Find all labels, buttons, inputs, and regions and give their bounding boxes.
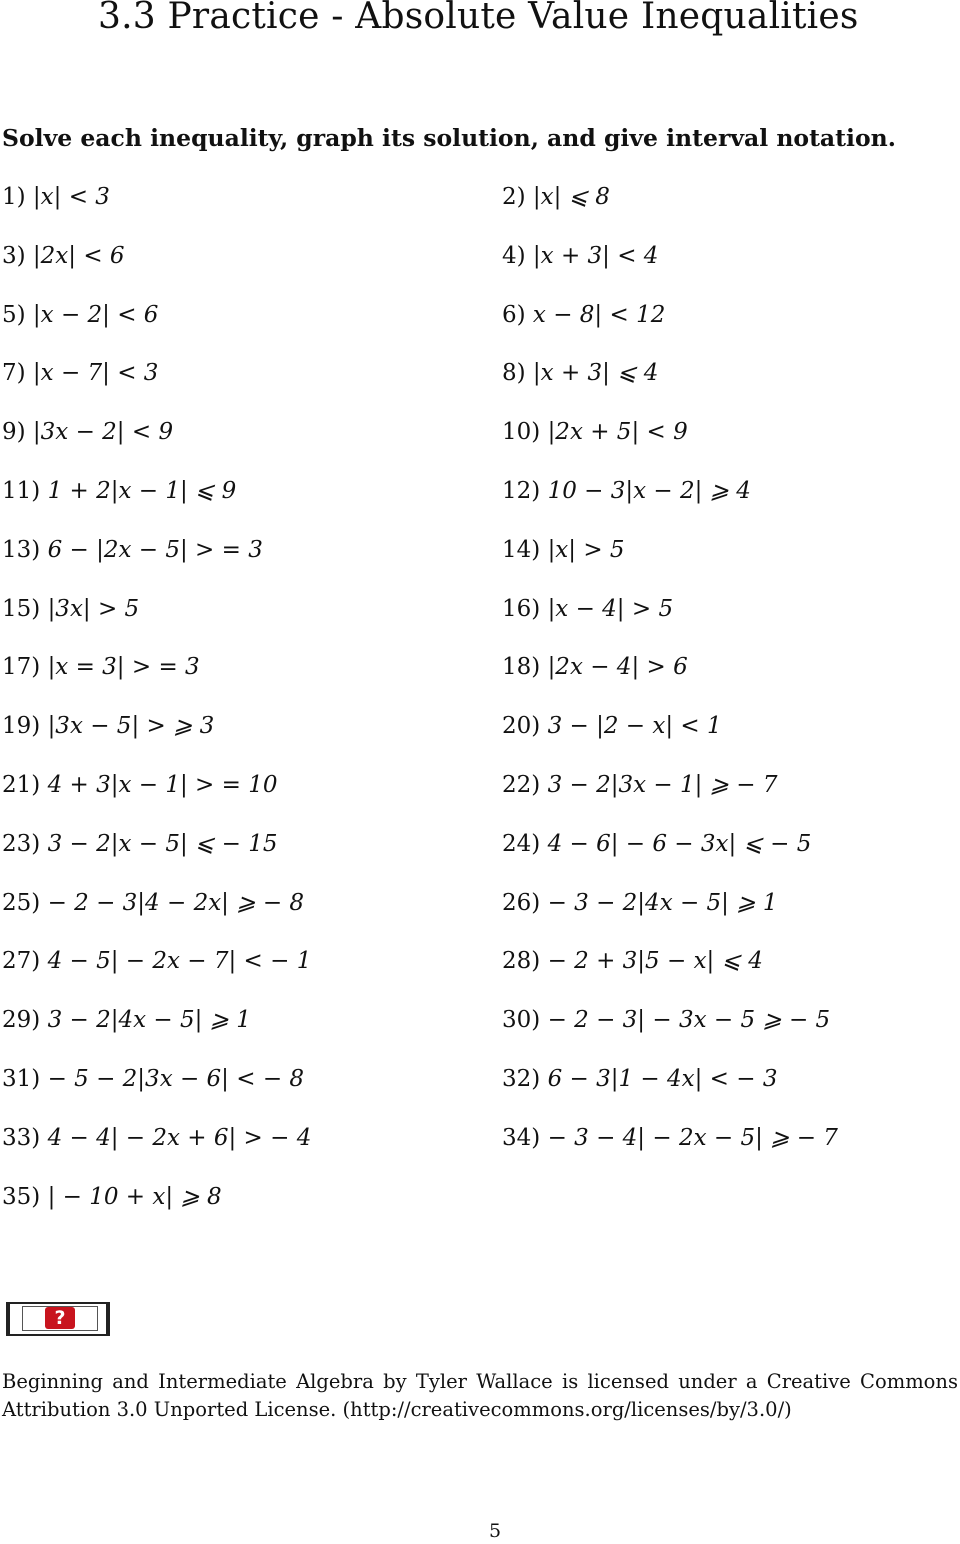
problem-item (2, 591, 502, 650)
problem-item (2, 355, 502, 414)
page-title: 3.3 Practice - Absolute Value Inequalities (98, 0, 859, 37)
problem-number: 33) (2, 1124, 41, 1151)
problem-expression: 3 − 2|x − 5| ⩽ − 15 (47, 830, 278, 857)
problem-number: 7) (2, 360, 26, 387)
problem-number: 11) (2, 477, 41, 504)
problem-number: 23) (2, 830, 41, 857)
problem-expression: 1 + 2|x − 1| ⩽ 9 (47, 477, 237, 504)
problem-item (502, 532, 942, 591)
problem-item (502, 297, 942, 356)
problem-number: 32) (502, 1065, 541, 1092)
problem-expression: 4 − 4| − 2x + 6| > − 4 (47, 1124, 312, 1151)
problem-number: 19) (2, 713, 41, 740)
problem-expression: |x − 7| < 3 (32, 360, 159, 387)
problem-number: 10) (502, 419, 541, 446)
license-line-1: Beginning and Intermediate Algebra by Tyler Wallace is licensed under a Creative Commons (2, 1370, 958, 1393)
problem-item (2, 1002, 502, 1061)
problem-number: 30) (502, 1007, 541, 1034)
problem-number: 12) (502, 477, 541, 504)
problem-number: 2) (502, 184, 526, 210)
problem-number: 26) (502, 889, 541, 916)
problem-expression: − 3 − 4| − 2x − 5| ⩾ − 7 (547, 1124, 838, 1151)
problem-expression: x − 8| < 12 (532, 301, 666, 328)
problem-number: 1) (2, 184, 26, 210)
problem-number: 21) (2, 771, 41, 798)
problem-number: 4) (502, 242, 526, 269)
problem-expression: |2x + 5| < 9 (547, 419, 688, 446)
problem-expression: |3x − 2| < 9 (32, 419, 174, 446)
problem-expression: 3 − |2 − x| < 1 (547, 713, 722, 740)
problem-item (2, 179, 502, 238)
problem-number: 27) (2, 948, 41, 975)
problem-number: 6) (502, 301, 526, 328)
problem-number: 5) (2, 301, 26, 328)
problem-item (502, 767, 942, 826)
problem-expression: |x − 4| > 5 (547, 595, 674, 622)
problem-number: 29) (2, 1007, 41, 1034)
problem-item (502, 591, 942, 650)
broken-image-icon (6, 1302, 110, 1336)
problem-expression: 4 + 3|x − 1| > = 10 (47, 771, 278, 798)
problem-item (502, 885, 942, 944)
problem-item (2, 473, 502, 532)
license-badge-frame (22, 1306, 98, 1331)
problem-item (502, 1002, 942, 1061)
problem-expression: 6 − |2x − 5| > = 3 (47, 536, 263, 563)
problem-item (2, 238, 502, 297)
problem-item (2, 943, 502, 1002)
problem-item (2, 532, 502, 591)
problem-number: 35) (2, 1183, 41, 1210)
problem-item (502, 355, 942, 414)
problem-item (502, 473, 942, 532)
problem-item (502, 1120, 942, 1179)
problem-expression: |x| < 3 (32, 184, 110, 210)
license-text (2, 1368, 958, 1424)
problem-number: 17) (2, 654, 41, 681)
problem-expression: − 2 + 3|5 − x| ⩽ 4 (547, 948, 763, 975)
problem-item (2, 1061, 502, 1120)
problem-number: 34) (502, 1124, 541, 1151)
problem-number: 16) (502, 595, 541, 622)
problem-item (502, 414, 942, 473)
problem-expression: |x − 2| < 6 (32, 301, 159, 328)
problem-expression: |x + 3| < 4 (532, 242, 659, 269)
problem-expression: − 2 − 3|4 − 2x| ⩾ − 8 (47, 889, 305, 916)
problem-number: 9) (2, 419, 26, 446)
problem-number: 24) (502, 830, 541, 857)
problem-expression: − 2 − 3| − 3x − 5 ⩾ − 5 (547, 1007, 831, 1034)
problem-expression: 4 − 5| − 2x − 7| < − 1 (47, 948, 312, 975)
problem-expression: 4 − 6| − 6 − 3x| ⩽ − 5 (547, 830, 812, 857)
problem-expression: |3x − 5| > ⩾ 3 (47, 713, 215, 740)
problem-number: 31) (2, 1065, 41, 1092)
problem-item (2, 1120, 502, 1179)
instructions: Solve each inequality, graph its solution, and give interval notation. (2, 124, 896, 152)
problem-item (2, 649, 502, 708)
problem-list (2, 179, 942, 1237)
problem-number: 13) (2, 536, 41, 563)
problem-item (2, 767, 502, 826)
problem-item (502, 238, 942, 297)
problem-number: 28) (502, 948, 541, 975)
problem-expression: |x + 3| ⩽ 4 (532, 360, 659, 387)
problem-number: 20) (502, 713, 541, 740)
problem-number: 8) (502, 360, 526, 387)
problem-number: 22) (502, 771, 541, 798)
problem-item (2, 885, 502, 944)
problem-item (2, 1179, 502, 1238)
problem-item (502, 826, 942, 885)
problem-expression: |x| ⩽ 8 (532, 184, 610, 210)
problem-expression: | − 10 + x| ⩾ 8 (47, 1183, 222, 1210)
problem-item (2, 297, 502, 356)
problem-expression: |2x − 4| > 6 (547, 654, 688, 681)
problem-expression: |x = 3| > = 3 (47, 654, 200, 681)
problem-item (502, 1061, 942, 1120)
problem-number: 14) (502, 536, 541, 563)
problem-item (502, 708, 942, 767)
license-line-2: Attribution 3.0 Unported License. (http://creativecommons.org/licenses/by/3.0/) (2, 1398, 792, 1421)
problem-expression: − 5 − 2|3x − 6| < − 8 (47, 1065, 305, 1092)
problem-item (2, 826, 502, 885)
problem-expression: 3 − 2|3x − 1| ⩾ − 7 (547, 771, 778, 798)
page-number: 5 (488, 1520, 502, 1542)
problem-expression: |3x| > 5 (47, 595, 140, 622)
problem-expression: |x| > 5 (547, 536, 625, 563)
problem-expression: − 3 − 2|4x − 5| ⩾ 1 (547, 889, 778, 916)
problem-expression: 10 − 3|x − 2| ⩾ 4 (547, 477, 751, 504)
problem-number: 18) (502, 654, 541, 681)
problem-expression: |2x| < 6 (32, 242, 125, 269)
problem-expression: 6 − 3|1 − 4x| < − 3 (547, 1065, 778, 1092)
problem-item (2, 414, 502, 473)
problem-number: 15) (2, 595, 41, 622)
problem-item (2, 708, 502, 767)
problem-number: 3) (2, 242, 26, 269)
problem-expression: 3 − 2|4x − 5| ⩾ 1 (47, 1007, 251, 1034)
problem-item (502, 943, 942, 1002)
problem-number: 25) (2, 889, 41, 916)
problem-item (502, 179, 942, 238)
question-mark-icon: ? (45, 1307, 75, 1329)
problem-item (502, 649, 942, 708)
